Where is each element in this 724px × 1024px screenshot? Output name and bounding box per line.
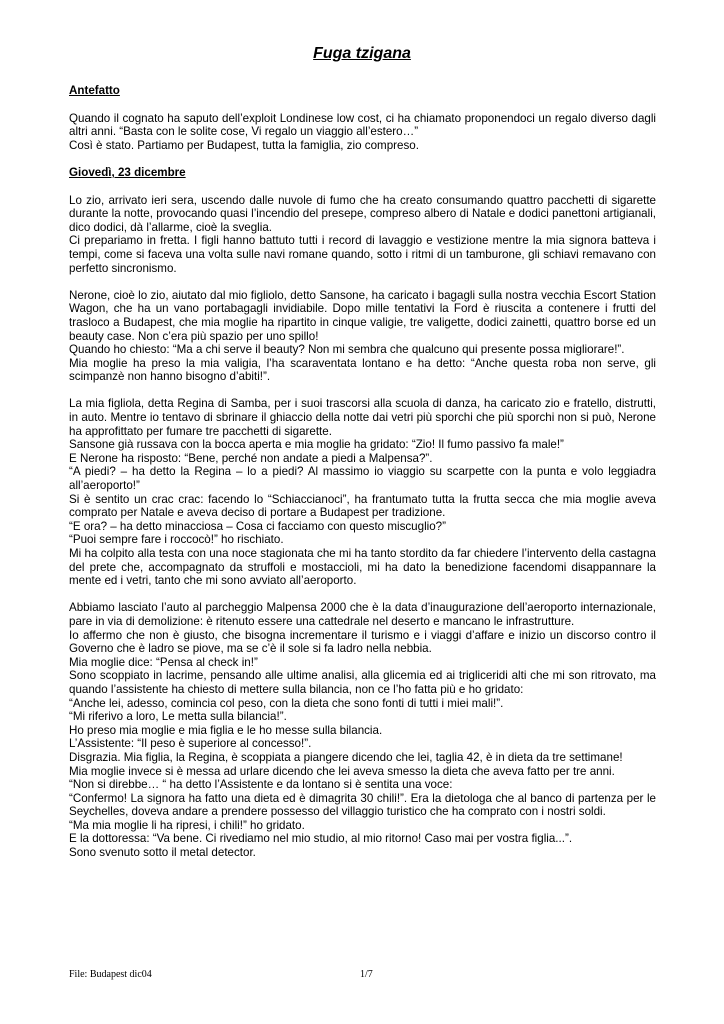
paragraph: “Ma mia moglie li ha ripresi, i chili!” ho gridato. bbox=[69, 818, 305, 832]
paragraph: “Puoi sempre fare i roccocò!” ho rischiato. bbox=[69, 533, 284, 547]
paragraph: Sansone già russava con la bocca aperta e mia moglie ha gridato: “Zio! Il fumo passivo fa male!” bbox=[69, 438, 564, 452]
paragraph: Nerone, cioè lo zio, aiutato dal mio figliolo, detto Sansone, ha caricato i bagagli sulla nostra vecchia Escort Station Wagon, che ha un vano portabagagli invidiabile. Dopo mille tentativi la Ford è riuscita a contenere i frutti del trasloco a Budapest, che mia moglie ha ripartito in cinque valigie, tre valigette, dodici zainetti, quattro borse ed un beauty case. Non c’era più spazio per uno spillo! bbox=[69, 288, 656, 343]
spacer bbox=[69, 384, 656, 398]
paragraph: Quando ho chiesto: “Ma a chi serve il beauty? Non mi sembra che qualcuno qui presente possa migliorare!”. bbox=[69, 343, 625, 357]
paragraph: Quando il cognato ha saputo dell’exploit Londinese low cost, ci ha chiamato proponendoci un regalo diverso dagli altri anni. “Basta con le solite cose, Vi regalo un viaggio all’estero…” bbox=[69, 111, 656, 139]
document-body bbox=[69, 84, 656, 860]
paragraph: “Mi riferivo a loro, Le metta sulla bilancia!”. bbox=[69, 710, 287, 724]
section-heading-giovedi: Giovedì, 23 dicembre bbox=[69, 165, 186, 179]
paragraph: “Confermo! La signora ha fatto una dieta ed è dimagrita 30 chili!”. Era la dietologa che al banco di partenza per le Seychelles, doveva andare a prendere possesso del villaggio turistico che ha comprato con i nostri soldi. bbox=[69, 791, 656, 819]
paragraph: “Non si direbbe… “ ha detto l’Assistente e da lontano si è sentita una voce: bbox=[69, 778, 453, 792]
paragraph: “A piedi? – ha detto la Regina – lo a piedi? Al massimo io viaggio su scarpette con la punta e volo leggiadra all’aeroporto!” bbox=[69, 465, 656, 493]
paragraph: Abbiamo lasciato l’auto al parcheggio Malpensa 2000 che è la data d’inaugurazione dell’aeroporto internazionale, pare in via di demolizione: è ritenuto essere una cattedrale nel deserto e mancano le infrastrutture. bbox=[69, 601, 656, 628]
paragraph: Disgrazia. Mia figlia, la Regina, è scoppiata a piangere dicendo che lei, taglia 42, è in dieta da tre settimane! bbox=[69, 750, 623, 764]
paragraph: “Anche lei, adesso, comincia col peso, con la dieta che sono fonti di tutti i miei mali!”. bbox=[69, 696, 504, 710]
document-title: Fuga tzigana bbox=[313, 45, 411, 62]
section-body bbox=[69, 194, 656, 860]
paragraph: Mia moglie ha preso la mia valigia, l’ha scaraventata lontano e ha detto: “Anche questa roba non serve, gli scimpanzè non hanno bisogno d’abiti!”. bbox=[69, 356, 656, 384]
spacer bbox=[69, 152, 656, 166]
footer-file-label: File: Budapest dic04 bbox=[69, 969, 152, 980]
paragraph: La mia figliola, detta Regina di Samba, per i suoi trascorsi alla scuola di danza, ha caricato zio e fratello, distrutti, in auto. Mentre io tentavo di sbrinare il ghiaccio della notte dai vetri più sporchi che più sporchi non si può, Nerone ha approfittato per fumare tre pacchetti di sigarette. bbox=[69, 397, 656, 438]
paragraph: Lo zio, arrivato ieri sera, uscendo dalle nuvole di fumo che ha creato consumando quattro pacchetti di sigarette durante la notte, provocando quasi l’incendio del presepe, compreso albero di Natale e dodici panettoni artigianali, dico dodici, dà l’allarme, cioè la sveglia. bbox=[69, 193, 656, 234]
section-heading-antefatto: Antefatto bbox=[69, 84, 120, 97]
paragraph: Sono scoppiato in lacrime, pensando alle ultime analisi, alla glicemia ed ai trigliceridi alti che mi son ritrovato, ma quando l’assistente ha chiesto di mettere sulla bilancia, non ce l’ho fatta più e ho gridato: bbox=[69, 669, 656, 696]
spacer bbox=[69, 588, 656, 602]
spacer bbox=[69, 275, 656, 289]
footer-page-number: 1/7 bbox=[360, 969, 373, 980]
paragraph: Così è stato. Partiamo per Budapest, tutta la famiglia, zio compreso. bbox=[69, 138, 419, 152]
paragraph: Si è sentito un crac crac: facendo lo “Schiaccianoci”, ha frantumato tutta la frutta secca che mia moglie aveva comprato per Natale e aveva deciso di portare a Budapest per tradizione. bbox=[69, 492, 656, 520]
paragraph: Sono svenuto sotto il metal detector. bbox=[69, 846, 256, 860]
paragraph: Mia moglie dice: “Pensa al check in!” bbox=[69, 655, 258, 669]
paragraph: Ho preso mia moglie e mia figlia e le ho messe sulla bilancia. bbox=[69, 723, 383, 737]
paragraph: Io affermo che non è giusto, che bisogna incrementare il turismo e i viaggi d’affare e inizio un discorso contro il Governo che è ladro se piove, ma se c’è il sole si fa ladro nella nebbia. bbox=[69, 628, 656, 656]
paragraph: Mia moglie invece si è messa ad urlare dicendo che lei aveva smesso la dieta che aveva fatto per tre anni. bbox=[69, 764, 615, 778]
paragraph: E Nerone ha risposto: “Bene, perché non andate a piedi a Malpensa?”. bbox=[69, 451, 433, 465]
paragraph: Ci prepariamo in fretta. I figli hanno battuto tutti i record di lavaggio e vestizione mentre la mia signora batteva i tempi, come si faceva una volta sulle navi romane quando, sotto i ritmi di un tamburone, gli schiavi remavano con perfetto sincronismo. bbox=[69, 234, 656, 275]
paragraph: L’Assistente: “Il peso è superiore al concesso!”. bbox=[69, 737, 312, 751]
paragraph: E la dottoressa: “Va bene. Ci rivediamo nel mio studio, al mio ritorno! Caso mai per vostra figlia...”. bbox=[69, 832, 573, 846]
paragraph: “E ora? – ha detto minacciosa – Cosa ci facciamo con questo miscuglio?” bbox=[69, 519, 446, 533]
paragraph: Mi ha colpito alla testa con una noce stagionata che mi ha tanto stordito da far chiedere l’intervento della castagna del prete che, accompagnato da struffoli e mostaccioli, mi ha dato la benedizione facendomi disappannare la mente ed i vetri, tanto che mi sono avviato all’aeroporto. bbox=[69, 547, 656, 588]
